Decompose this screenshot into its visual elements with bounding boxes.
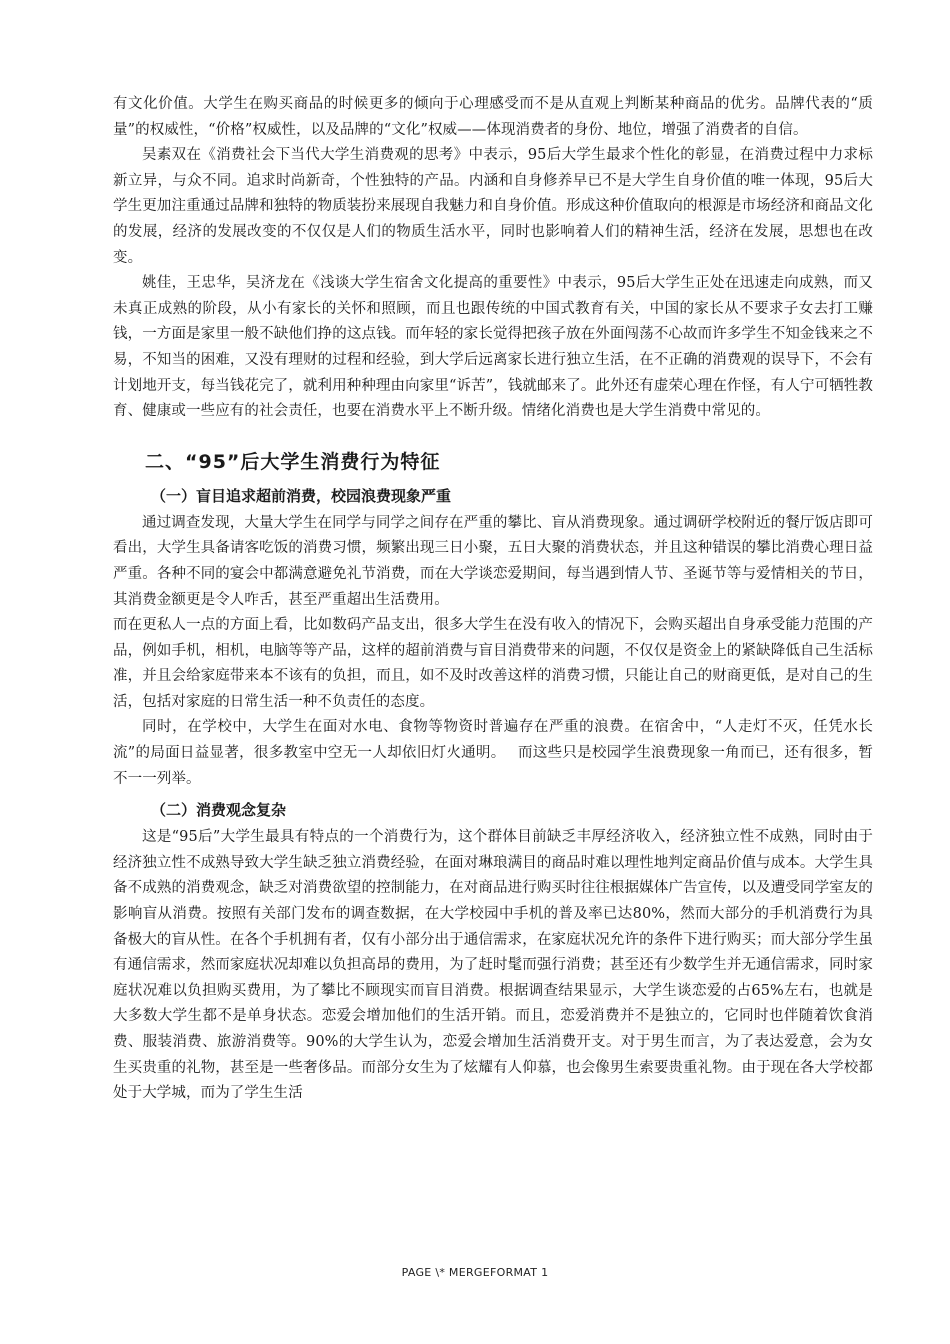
body-paragraph: 姚佳，王忠华，吴济龙在《浅谈大学生宿舍文化提高的重要性》中表示，95后大学生正处在迅速走向成熟，而又未真正成熟的阶段，从小有家长的关怀和照顾，而且也跟传统的中国式教育有关，中国的家长从不要求子女去打工赚钱，一方面是家里一般不缺他们挣的这点钱。而年轻的家长觉得把孩子放在外面闯荡不心故而许多学生不知金钱来之不易，不知当的困难，又没有理财的过程和经验，到大学后远离家长进行独立生活，在不正确的消费观的误导下，不会有计划地开支，每当钱花完了，就利用种种理由向家里“诉苦”，钱就邮来了。此外还有虚荣心理在作怪，有人宁可牺牲教育、健康或一些应有的社会责任，也要在消费水平上不断升级。情绪化消费也是大学生消费中常见的。 (113, 275, 873, 420)
subsection-heading: （二）消费观念复杂 (151, 801, 287, 820)
body-paragraph: 有文化价值。大学生在购买商品的时候更多的倾向于心理感受而不是从直观上判断某种商品的优劣。品牌代表的“质量”的权威性，“价格”权威性，以及品牌的“文化”权威——体现消费者的身份、地位，增强了消费者的自信。 (113, 96, 873, 138)
page-content (113, 92, 873, 1107)
body-paragraph: 吴素双在《消费社会下当代大学生消费观的思考》中表示，95后大学生最求个性化的彰显，在消费过程中力求标新立异，与众不同。追求时尚新奇，个性独特的产品。内涵和自身修养早已不是大学生自身价值的唯一体现，95后大学生更加注重通过品牌和独特的物质装扮来展现自我魅力和自身价值。形成这种价值取向的根源是市场经济和商品文化的发展，经济的发展改变的不仅仅是人们的物质生活水平，同时也影响着人们的精神生活，经济在发展，思想也在改变。 (113, 147, 873, 266)
body-paragraph: 而在更私人一点的方面上看，比如数码产品支出，很多大学生在没有收入的情况下，会购买超出自身承受能力范围的产品，例如手机，相机，电脑等等产品，这样的超前消费与盲目消费带来的问题，不仅仅是资金上的紧缺降低自己生活标准，并且会给家庭带来本不该有的负担，而且，如不及时改善这样的消费习惯，只能让自己的财商更低，是对自己的生活，包括对家庭的日常生活一种不负责任的态度。 (113, 617, 873, 710)
body-paragraph: 这是“95后”大学生最具有特点的一个消费行为，这个群体目前缺乏丰厚经济收入，经济独立性不成熟，同时由于经济独立性不成熟导致大学生缺乏独立消费经验，在面对琳琅满目的商品时难以理性地判定商品价值与成本。大学生具备不成熟的消费观念，缺乏对消费欲望的控制能力，在对商品进行购买时往往根据媒体广告宣传，以及遭受同学室友的影响盲从消费。按照有关部门发布的调查数据，在大学校园中手机的普及率已达80%，然而大部分的手机消费行为具备极大的盲从性。在各个手机拥有者，仅有小部分出于通信需求，在家庭状况允许的条件下进行购买；而大部分学生虽有通信需求，然而家庭状况却难以负担高昂的费用，为了赶时髦而强行消费；甚至还有少数学生并无通信需求，同时家庭状况难以负担购买费用，为了攀比不顾现实而盲目消费。根据调查结果显示，大学生谈恋爱的占65%左右，也就是大多数大学生都不是单身状态。恋爱会增加他们的生活开销。而且，恋爱消费并不是独立的，它同时也伴随着饮食消费、服装消费、旅游消费等。90%的大学生认为，恋爱会增加生活消费开支。对于男生而言，为了表达爱意，会为女生买贵重的礼物，甚至是一些奢侈品。而部分女生为了炫耀有人仰慕，也会像男生索要贵重礼物。由于现在各大学校都处于大学城，而为了学生生活 (113, 829, 873, 1102)
subsection-heading: （一）盲目追求超前消费，校园浪费现象严重 (151, 486, 452, 505)
section-heading: 二、“95”后大学生消费行为特征 (145, 450, 441, 473)
page-footer: PAGE \* MERGEFORMAT 1 (401, 1266, 549, 1279)
body-paragraph: 同时，在学校中，大学生在面对水电、食物等物资时普遍存在严重的浪费。在宿舍中，“人走灯不灭，任凭水长流”的局面日益显著，很多教室中空无一人却依旧灯火通明。 而这些只是校园学生浪费现象一角而已，还有很多，暂不一一列举。 (113, 719, 873, 787)
body-paragraph: 通过调查发现，大量大学生在同学与同学之间存在严重的攀比、盲从消费现象。通过调研学校附近的餐厅饭店即可看出，大学生具备请客吃饭的消费习惯，频繁出现三日小聚，五日大聚的消费状态，并且这种错误的攀比消费心理日益严重。各种不同的宴会中都满意避免礼节消费，而在大学谈恋爱期间，每当遇到情人节、圣诞节等与爱情相关的节日，其消费金额更是令人咋舌，甚至严重超出生活费用。 (113, 514, 873, 608)
